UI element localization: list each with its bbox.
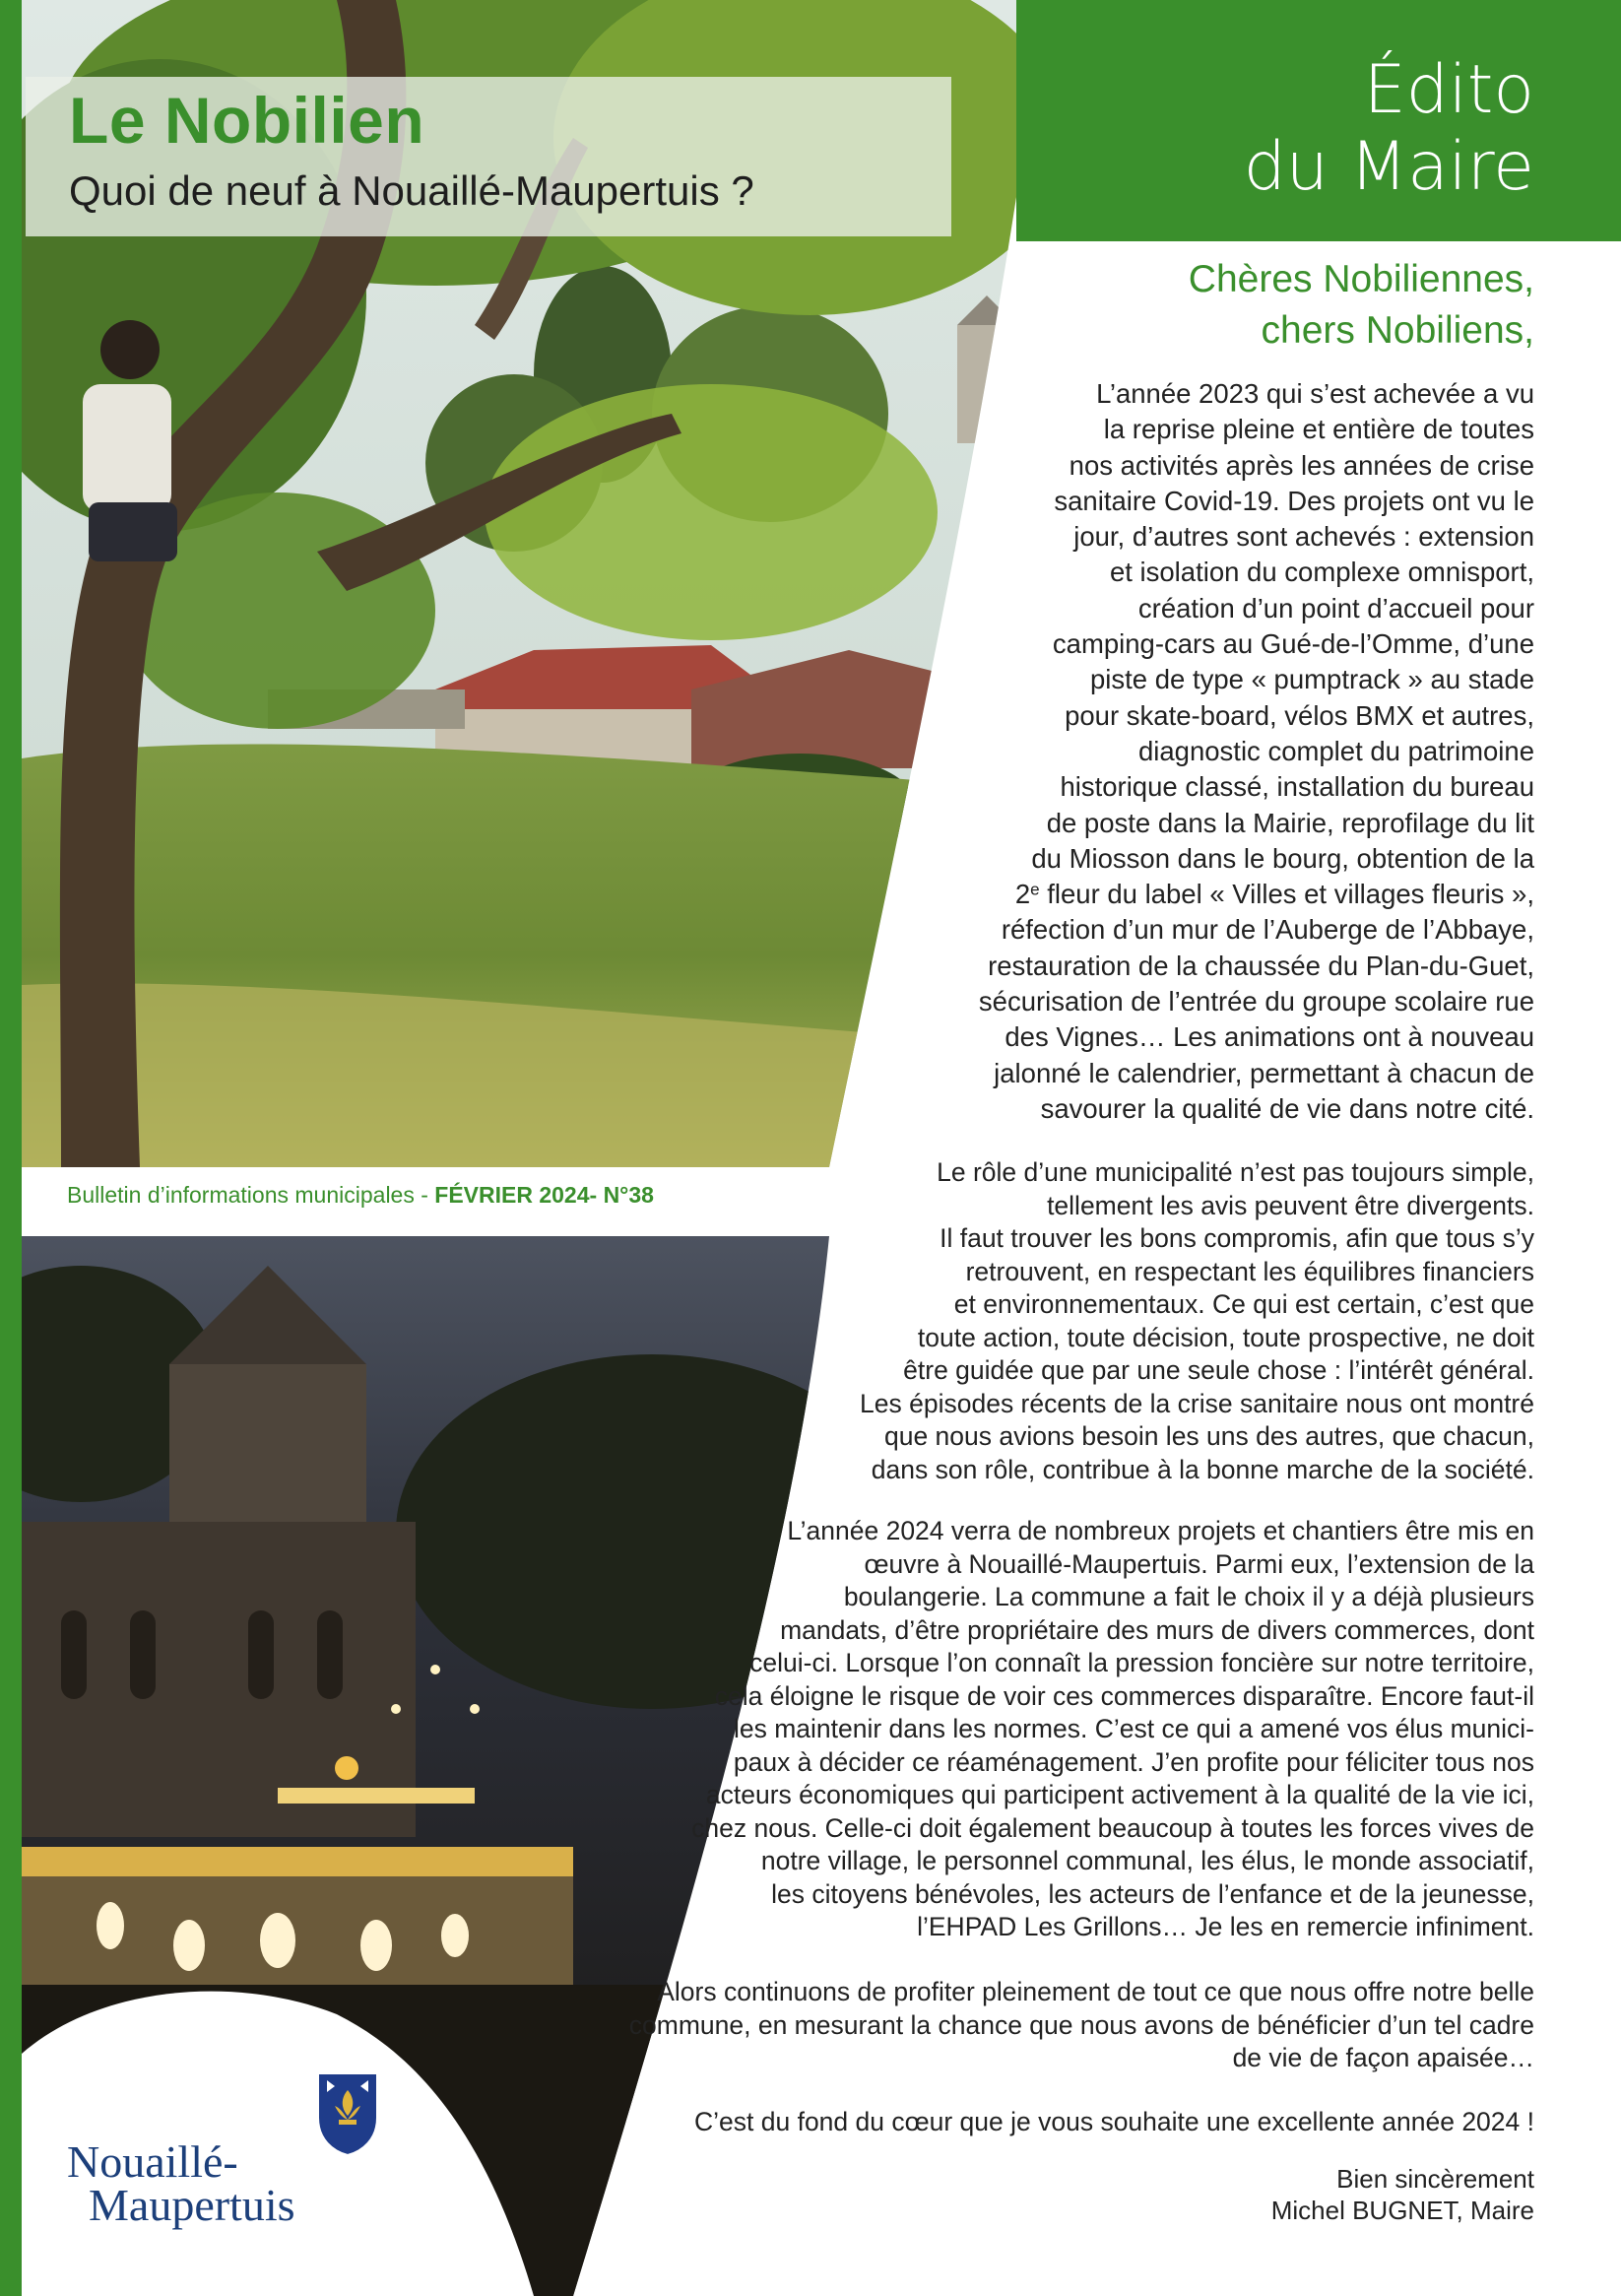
- text-line: du Miosson dans le bourg, obtention de la: [1031, 842, 1534, 874]
- text-line: camping-cars au Gué-de-l’Omme, d’une: [1052, 628, 1534, 660]
- text-line: et isolation du complexe omnisport,: [1109, 557, 1534, 588]
- text-line: toute action, toute décision, toute prospective, ne doit: [917, 1322, 1534, 1352]
- text-line: dans son rôle, contribue à la bonne marche de la société.: [871, 1454, 1534, 1484]
- text-line: que nous avions besoin les uns des autres, que chacun,: [883, 1421, 1534, 1451]
- text-line: création d’un point d’accueil pour: [1137, 592, 1534, 623]
- text-line: les citoyens bénévoles, les acteurs de l’enfance et de la jeunesse,: [771, 1878, 1534, 1909]
- paragraph-continue: [629, 1976, 1534, 2075]
- text-line: C’est du fond du cœur que je vous souhaite une excellente année 2024 !: [694, 2107, 1534, 2136]
- left-green-stripe: [0, 0, 22, 2296]
- text-line: tellement les avis peuvent être divergents.: [1047, 1190, 1534, 1220]
- coat-of-arms-icon: [313, 2068, 382, 2157]
- greeting-line2: chers Nobiliens,: [1261, 309, 1534, 352]
- text-line: notre village, le personnel communal, les élus, le monde associatif,: [760, 1846, 1534, 1875]
- closing: Bien sincèrement: [1336, 2164, 1534, 2194]
- text-line: les maintenir dans les normes. C’est ce qui a amené vos élus munici-: [733, 1714, 1534, 1743]
- paragraph-year-2023: [979, 376, 1534, 1127]
- text-line: être guidée que par une seule chose : l’intérêt général.: [903, 1355, 1534, 1385]
- text-line: sécurisation de l’entrée du groupe scolaire rue: [978, 986, 1534, 1017]
- fleur-text: fleur du label « Villes et villages fleuris »,: [1039, 879, 1534, 910]
- greeting-line1: Chères Nobiliennes,: [1188, 258, 1534, 300]
- text-line: celui-ci. Lorsque l’on connaît la pression foncière sur notre territoire,: [749, 1648, 1534, 1677]
- text-line-fleur: [979, 877, 1534, 912]
- text-line: l’EHPAD Les Grillons… Je les en remercie infiniment.: [917, 1912, 1534, 1941]
- magazine-title: Le Nobilien: [69, 84, 425, 157]
- text-line: Le rôle d’une municipalité n’est pas toujours simple,: [937, 1157, 1534, 1187]
- text-line: de vie de façon apaisée…: [1232, 2043, 1534, 2072]
- text-line: L’année 2023 qui s’est achevée a vu: [1096, 378, 1534, 409]
- bulletin-label: Bulletin d’informations municipales -: [67, 1182, 435, 1208]
- fleur-number: 2: [1014, 879, 1031, 910]
- text-line: des Vignes… Les animations ont à nouveau: [1005, 1021, 1534, 1053]
- fleur-superscript: e: [1030, 880, 1040, 899]
- text-line: jalonné le calendrier, permettant à chacun de: [994, 1057, 1534, 1088]
- text-line: Il faut trouver les bons compromis, afin que tous s’y: [940, 1223, 1534, 1253]
- logo-line1: Nouaillé-: [67, 2136, 238, 2187]
- edito-banner: [1016, 0, 1621, 241]
- text-line: commune, en mesurant la chance que nous avons de bénéficier d’un tel cadre: [628, 2009, 1534, 2040]
- edito-heading-line1: Édito: [1363, 51, 1534, 129]
- edito-heading-line2: du Maire: [1243, 128, 1534, 206]
- paragraph-municipality-role: [860, 1156, 1534, 1486]
- text-line: Les épisodes récents de la crise sanitaire nous ont montré: [860, 1388, 1534, 1418]
- text-line: sanitaire Covid-19. Des projets ont vu le: [1054, 485, 1534, 516]
- paragraph-wishes: [694, 2106, 1534, 2139]
- text-line: restauration de la chaussée du Plan-du-Guet,: [988, 950, 1534, 981]
- signature-block: [1271, 2163, 1534, 2226]
- paragraph-year-2024: [691, 1515, 1534, 1944]
- signature-name: Michel BUGNET, Maire: [1270, 2196, 1534, 2225]
- text-line: et environnementaux. Ce qui est certain, c’est que: [953, 1289, 1534, 1319]
- text-line: Alors continuons de profiter pleinement de tout ce que nous offre notre belle: [657, 1977, 1534, 2006]
- text-line: historique classé, installation du bureau: [1060, 771, 1534, 803]
- text-line: cela éloigne le risque de voir ces commerces disparaître. Encore faut-il: [714, 1680, 1534, 1711]
- text-line: œuvre à Nouaillé-Maupertuis. Parmi eux, l’extension de la: [864, 1548, 1534, 1579]
- text-line: L’année 2024 verra de nombreux projets et chantiers être mis en: [787, 1516, 1534, 1545]
- text-line: paux à décider ce réaménagement. J’en profite pour féliciter tous nos: [733, 1746, 1534, 1777]
- town-logo: [67, 2068, 421, 2246]
- text-line: chez nous. Celle-ci doit également beaucoup à toutes les forces vives de: [691, 1812, 1534, 1843]
- text-line: jour, d’autres sont achevés : extension: [1073, 521, 1534, 553]
- text-line: pour skate-board, vélos BMX et autres,: [1065, 699, 1534, 731]
- magazine-subtitle: Quoi de neuf à Nouaillé-Maupertuis ?: [69, 167, 754, 214]
- text-line: nos activités après les années de crise: [1069, 449, 1534, 481]
- text-line: piste de type « pumptrack » au stade: [1090, 664, 1534, 695]
- bulletin-line: [67, 1182, 654, 1209]
- text-line: mandats, d’être propriétaire des murs de divers commerces, dont: [780, 1614, 1534, 1645]
- bulletin-issue: FÉVRIER 2024- N°38: [434, 1182, 654, 1208]
- text-line: réfection d’un mur de l’Auberge de l’Abbaye,: [1001, 914, 1534, 946]
- logo-line2: Maupertuis: [89, 2180, 295, 2230]
- text-line: de poste dans la Mairie, reprofilage du lit: [1046, 807, 1534, 838]
- text-line: savourer la qualité de vie dans notre cité.: [1040, 1092, 1534, 1124]
- text-line: retrouvent, en respectant les équilibres financiers: [965, 1256, 1534, 1286]
- text-line: boulangerie. La commune a fait le choix il y a déjà plusieurs: [843, 1582, 1534, 1611]
- text-line: acteurs économiques qui participent activement à la qualité de la vie ici,: [705, 1780, 1534, 1809]
- text-line: diagnostic complet du patrimoine: [1137, 735, 1534, 766]
- text-line: la reprise pleine et entière de toutes: [1103, 414, 1534, 445]
